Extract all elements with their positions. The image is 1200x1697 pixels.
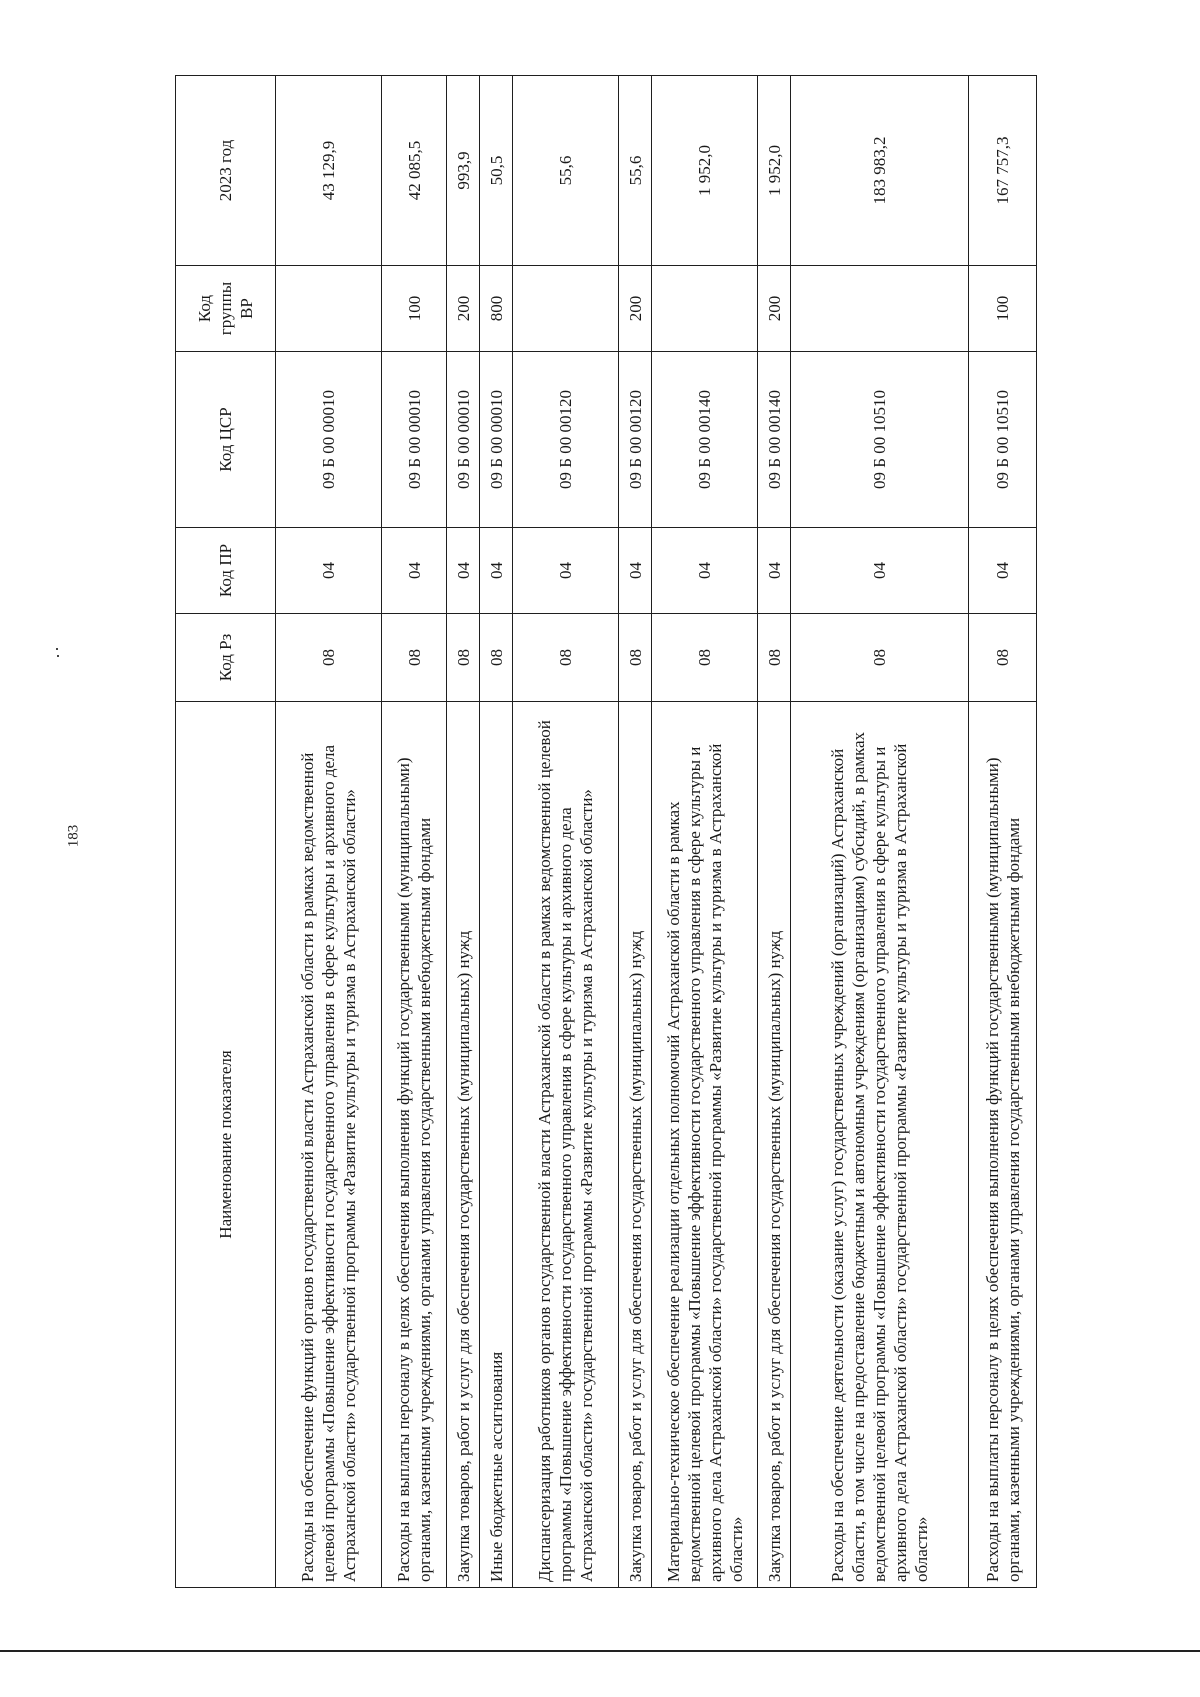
cell-csr: 09 Б 00 00010 xyxy=(276,352,382,528)
cell-pr: 04 xyxy=(480,528,513,614)
cell-rz: 08 xyxy=(969,614,1037,702)
table-row xyxy=(758,76,791,1588)
cell-rz: 08 xyxy=(758,614,791,702)
cell-pr: 04 xyxy=(276,528,382,614)
cell-name: Расходы на выплаты персоналу в целях обеспечения выполнения функций государственными (муниципальными) органами, казенными учреждениями, органами управления государственными внебюджетными фондами xyxy=(969,702,1037,1588)
header-name: Наименование показателя xyxy=(176,702,276,1588)
cell-name: Расходы на обеспечение деятельности (оказание услуг) государственных учреждений (организаций) Астраханской области, в том числе на предоставление бюджетным и автономным учреждениям (организациям) субсидий, в рамках ведомственной целевой программы «Повышение эффективности государственного управления в сфере культуры и архивного дела Астраханской области» государственной программы «Развитие культуры и туризма в Астраханской области» xyxy=(791,702,969,1588)
cell-pr: 04 xyxy=(619,528,652,614)
cell-vr: 200 xyxy=(758,266,791,352)
cell-csr: 09 Б 00 00010 xyxy=(382,352,447,528)
cell-vr xyxy=(652,266,758,352)
cell-csr: 09 Б 00 00120 xyxy=(619,352,652,528)
cell-pr: 04 xyxy=(513,528,619,614)
table-row xyxy=(513,76,619,1588)
header-vr: Код группы ВР xyxy=(176,266,276,352)
cell-name: Расходы на выплаты персоналу в целях обеспечения выполнения функций государственными (муниципальными) органами, казенными учреждениями, органами управления государственными внебюджетными фондами xyxy=(382,702,447,1588)
cell-rz: 08 xyxy=(447,614,480,702)
cell-rz: 08 xyxy=(791,614,969,702)
scan-speck xyxy=(56,648,59,658)
cell-2023: 55,6 xyxy=(619,76,652,266)
cell-2023: 993,9 xyxy=(447,76,480,266)
cell-vr: 200 xyxy=(447,266,480,352)
page-number: 183 xyxy=(65,824,82,848)
cell-rz: 08 xyxy=(619,614,652,702)
cell-name: Расходы на обеспечение функций органов государственной власти Астраханской области в рамках ведомственной целевой программы «Повышение эффективности государственного управления в сфере культуры и архивного дела Астраханской области» государственной программы «Развитие культуры и туризма в Астраханской области» xyxy=(276,702,382,1588)
cell-csr: 09 Б 00 00140 xyxy=(652,352,758,528)
cell-vr: 200 xyxy=(619,266,652,352)
cell-vr: 800 xyxy=(480,266,513,352)
footer-rule xyxy=(0,1650,1200,1652)
cell-2023: 42 085,5 xyxy=(382,76,447,266)
cell-2023: 183 983,2 xyxy=(791,76,969,266)
header-csr: Код ЦСР xyxy=(176,352,276,528)
table-row xyxy=(276,76,382,1588)
header-rz: Код Рз xyxy=(176,614,276,702)
cell-rz: 08 xyxy=(382,614,447,702)
cell-vr: 100 xyxy=(382,266,447,352)
table-row xyxy=(382,76,447,1588)
cell-vr xyxy=(276,266,382,352)
cell-pr: 04 xyxy=(969,528,1037,614)
table-row xyxy=(791,76,969,1588)
cell-2023: 55,6 xyxy=(513,76,619,266)
table-row xyxy=(652,76,758,1588)
cell-csr: 09 Б 00 00010 xyxy=(447,352,480,528)
cell-2023: 1 952,0 xyxy=(652,76,758,266)
table-row xyxy=(447,76,480,1588)
cell-name: Диспансеризация работников органов государственной власти Астраханской области в рамках ведомственной целевой программы «Повышение эффективности государственного управления в сфере культуры и архивного дела Астраханской области» государственной программы «Развитие культуры и туризма в Астраханской области» xyxy=(513,702,619,1588)
cell-2023: 1 952,0 xyxy=(758,76,791,266)
cell-name: Материально-техническое обеспечение реализации отдельных полномочий Астраханской области в рамках ведомственной целевой программы «Повышение эффективности государственного управления в сфере культуры и архивного дела Астраханской области» государственной программы «Развитие культуры и туризма в Астраханской области» xyxy=(652,702,758,1588)
table-header-row xyxy=(176,76,276,1588)
cell-csr: 09 Б 00 00120 xyxy=(513,352,619,528)
cell-2023: 43 129,9 xyxy=(276,76,382,266)
cell-vr: 100 xyxy=(969,266,1037,352)
cell-rz: 08 xyxy=(480,614,513,702)
cell-rz: 08 xyxy=(652,614,758,702)
cell-2023: 167 757,3 xyxy=(969,76,1037,266)
cell-name: Закупка товаров, работ и услуг для обеспечения государственных (муниципальных) нужд xyxy=(758,702,791,1588)
header-pr: Код ПР xyxy=(176,528,276,614)
budget-table xyxy=(175,75,1037,1588)
cell-csr: 09 Б 00 00010 xyxy=(480,352,513,528)
cell-rz: 08 xyxy=(513,614,619,702)
table-row xyxy=(969,76,1037,1588)
cell-pr: 04 xyxy=(791,528,969,614)
cell-pr: 04 xyxy=(652,528,758,614)
cell-vr xyxy=(791,266,969,352)
table-row xyxy=(619,76,652,1588)
header-2023: 2023 год xyxy=(176,76,276,266)
table-row xyxy=(480,76,513,1588)
cell-csr: 09 Б 00 10510 xyxy=(791,352,969,528)
cell-csr: 09 Б 00 00140 xyxy=(758,352,791,528)
cell-name: Закупка товаров, работ и услуг для обеспечения государственных (муниципальных) нужд xyxy=(619,702,652,1588)
rotated-table-wrapper xyxy=(175,75,1037,1588)
cell-vr xyxy=(513,266,619,352)
cell-name: Закупка товаров, работ и услуг для обеспечения государственных (муниципальных) нужд xyxy=(447,702,480,1588)
cell-csr: 09 Б 00 10510 xyxy=(969,352,1037,528)
cell-pr: 04 xyxy=(382,528,447,614)
cell-pr: 04 xyxy=(758,528,791,614)
cell-name: Иные бюджетные ассигнования xyxy=(480,702,513,1588)
cell-2023: 50,5 xyxy=(480,76,513,266)
cell-pr: 04 xyxy=(447,528,480,614)
cell-rz: 08 xyxy=(276,614,382,702)
